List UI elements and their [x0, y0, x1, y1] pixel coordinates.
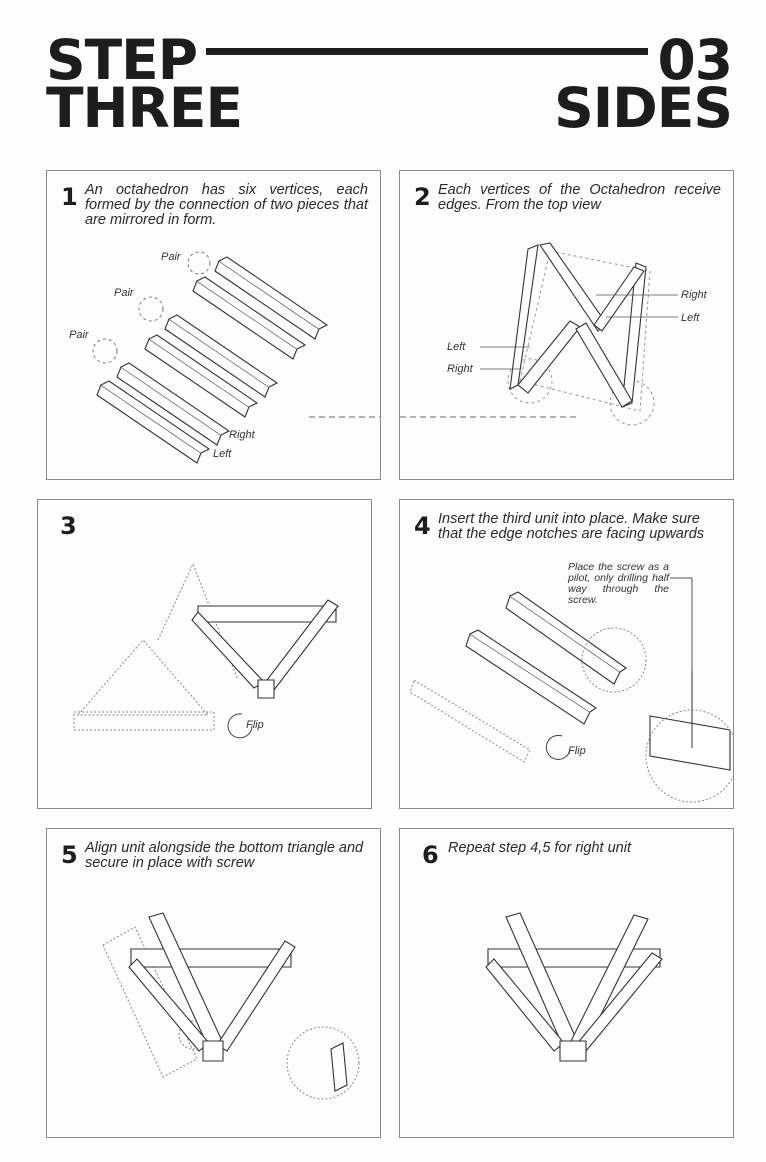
label-left: Left	[213, 448, 232, 460]
label-left: Left	[681, 312, 700, 324]
panel-caption: Repeat step 4,5 for right unit	[448, 840, 631, 856]
screw-pilot-note: Place the screw as a pilot, only drilling half way through the screw.	[568, 561, 669, 606]
illustration-paired-pieces	[47, 171, 380, 479]
step-title: SIDES	[554, 76, 732, 140]
panel-6	[399, 828, 734, 1138]
panel-number: 3	[60, 512, 77, 540]
panel-number: 6	[422, 841, 439, 869]
panel-2	[399, 170, 734, 480]
illustration-right-unit	[400, 829, 733, 1137]
illustration-insert-unit	[400, 500, 733, 808]
label-pair-2: Pair	[114, 287, 134, 299]
label-right-2: Right	[447, 363, 473, 375]
label-flip: Flip	[246, 719, 264, 731]
illustration-align-unit	[47, 829, 380, 1137]
panel-4	[399, 499, 734, 809]
step-number-heading	[554, 28, 732, 140]
panel-5	[46, 828, 381, 1138]
panel-number: 2	[414, 183, 431, 211]
illustration-octahedron-top-view	[400, 171, 733, 479]
label-pair-1: Pair	[161, 251, 181, 263]
panel-caption: Align unit alongside the bottom triangle and secure in place with screw	[85, 840, 364, 871]
panel-3	[37, 499, 372, 809]
panel-caption: Insert the third unit into place. Make sure that the edge notches are facing upwards	[438, 511, 705, 542]
label-pair-3: Pair	[69, 329, 89, 341]
label-right: Right	[229, 429, 255, 441]
step-word: STEP	[46, 28, 198, 92]
step-name: THREE	[46, 76, 243, 140]
step-number: 03	[657, 28, 732, 92]
panel-number: 1	[61, 183, 78, 211]
label-right: Right	[681, 289, 707, 301]
panel-1	[46, 170, 381, 480]
panel-caption: Each vertices of the Octahedron receive edges. From the top view	[438, 182, 721, 213]
label-left-2: Left	[447, 341, 466, 353]
panel-caption: An octahedron has six vertices, each formed by the connection of two pieces that are mirrored in form.	[85, 182, 368, 228]
panel-number: 4	[414, 512, 431, 540]
panel-number: 5	[61, 841, 78, 869]
illustration-triangle-flip	[38, 500, 371, 808]
label-flip: Flip	[568, 745, 586, 757]
